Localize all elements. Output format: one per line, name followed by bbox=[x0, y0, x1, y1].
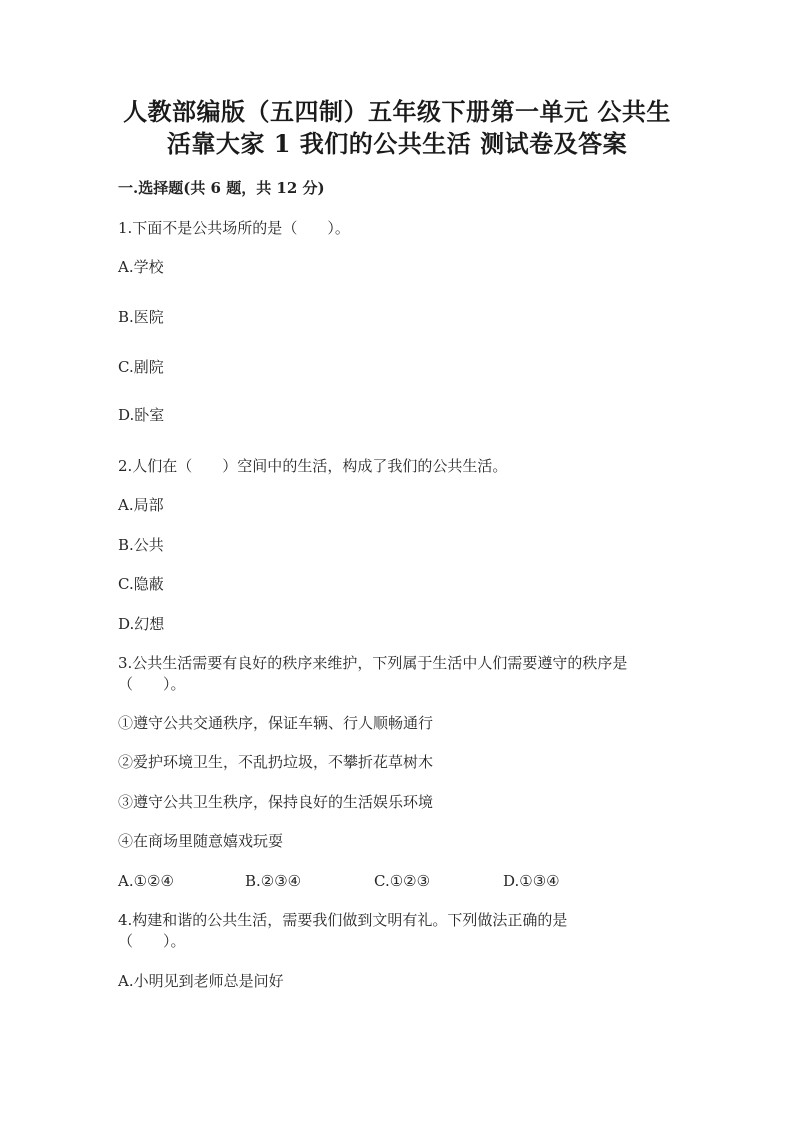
question-3-option-a: A.①②④ bbox=[118, 872, 174, 890]
question-4-stem-line-1: 4.构建和谐的公共生活，需要我们做到文明有礼。下列做法正确的是 bbox=[118, 911, 568, 929]
question-2-option-d: D.幻想 bbox=[118, 615, 165, 633]
page-title-line-1: 人教部编版（五四制）五年级下册第一单元 公共生 bbox=[123, 97, 671, 126]
question-3-statement-1: ①遵守公共交通秩序，保证车辆、行人顺畅通行 bbox=[118, 714, 434, 732]
question-3-option-c: C.①②③ bbox=[374, 872, 431, 890]
question-2-option-a: A.局部 bbox=[118, 496, 164, 514]
question-1-stem: 1.下面不是公共场所的是（ ）。 bbox=[118, 219, 350, 237]
page-title-line-2: 活靠大家 1 我们的公共生活 测试卷及答案 bbox=[166, 129, 628, 158]
question-4-option-a: A.小明见到老师总是问好 bbox=[118, 972, 284, 990]
question-4-stem-line-2: （ ）。 bbox=[118, 932, 186, 950]
question-3-option-d: D.①③④ bbox=[503, 872, 560, 890]
question-3-statement-3: ③遵守公共卫生秩序，保持良好的生活娱乐环境 bbox=[118, 793, 434, 811]
question-2-option-b: B.公共 bbox=[118, 536, 164, 554]
question-2-stem: 2.人们在（ ）空间中的生活，构成了我们的公共生活。 bbox=[118, 457, 508, 475]
question-3-statement-4: ④在商场里随意嬉戏玩耍 bbox=[118, 832, 284, 850]
question-3-option-b: B.②③④ bbox=[245, 872, 302, 890]
question-2-option-c: C.隐蔽 bbox=[118, 575, 164, 593]
question-3-stem-line-2: （ ）。 bbox=[118, 675, 186, 693]
question-1-option-c: C.剧院 bbox=[118, 358, 164, 376]
question-1-option-b: B.医院 bbox=[118, 308, 164, 326]
question-1-option-d: D.卧室 bbox=[118, 406, 165, 424]
question-1-option-a: A.学校 bbox=[118, 258, 164, 276]
question-3-stem-line-1: 3.公共生活需要有良好的秩序来维护，下列属于生活中人们需要遵守的秩序是 bbox=[118, 654, 628, 672]
question-3-options-row bbox=[118, 871, 678, 891]
question-3-statement-2: ②爱护环境卫生，不乱扔垃圾，不攀折花草树木 bbox=[118, 753, 434, 771]
section-heading: 一.选择题(共 6 题，共 12 分) bbox=[118, 179, 325, 197]
